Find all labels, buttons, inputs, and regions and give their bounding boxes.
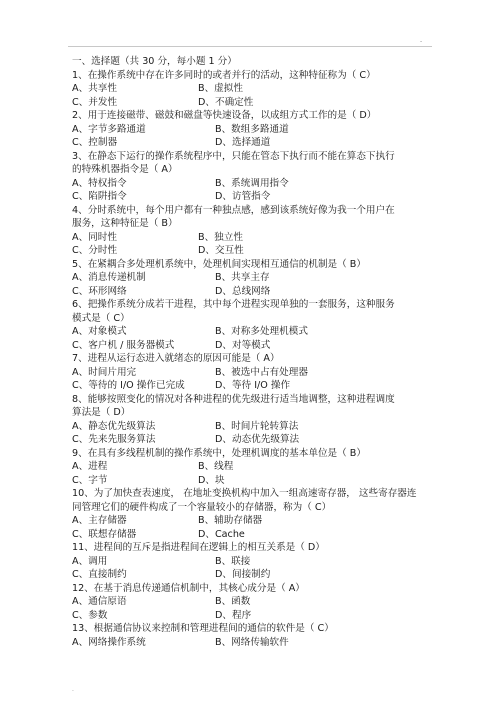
answer-option: A、字节多路通道 xyxy=(72,123,146,135)
question-text-line: 5、在紧耦合多处理机系统中，处理机间实现相互通信的机制是（ B） xyxy=(72,258,366,270)
question-7 xyxy=(72,352,432,393)
option-row xyxy=(72,609,432,623)
answer-option: C、并发性 xyxy=(72,96,118,108)
option-row xyxy=(72,460,432,474)
answer-option: B、辅助存储器 xyxy=(198,515,263,526)
answer-option: B、独立性 xyxy=(198,231,243,243)
answer-option: D、间接制约 xyxy=(215,569,271,580)
header-corner-mark: - xyxy=(420,38,423,45)
question-3 xyxy=(72,150,432,204)
option-row xyxy=(72,339,432,353)
question-text-line: 的特殊机器指令是（ A） xyxy=(72,164,178,175)
question-6 xyxy=(72,298,432,352)
option-row xyxy=(72,82,432,96)
question-8 xyxy=(72,393,432,447)
answer-option: D、等待 I/O 操作 xyxy=(215,380,291,391)
option-row xyxy=(72,420,432,434)
answer-option: B、共享主存 xyxy=(215,272,270,283)
option-row xyxy=(72,244,432,258)
option-row xyxy=(72,514,432,528)
option-row xyxy=(72,366,432,380)
question-2 xyxy=(72,109,432,150)
answer-option: D、总线网络 xyxy=(215,285,271,297)
option-row xyxy=(72,271,432,285)
answer-option: A、静态优先级算法 xyxy=(72,420,156,432)
answer-option: A、同时性 xyxy=(72,231,117,243)
question-4 xyxy=(72,204,432,258)
answer-option: B、函数 xyxy=(215,596,251,607)
question-text-line: 12、在基于消息传递通信机制中，其核心成分是（ A） xyxy=(72,582,305,594)
answer-option: A、特权指令 xyxy=(72,177,127,189)
option-row xyxy=(72,96,432,110)
document-body xyxy=(72,55,432,649)
option-row xyxy=(72,528,432,542)
answer-option: B、系统调用指令 xyxy=(215,177,289,189)
answer-option: A、对象模式 xyxy=(72,326,127,337)
answer-option: D、块 xyxy=(198,474,225,486)
answer-option: B、数组多路通道 xyxy=(215,123,289,135)
answer-option: C、直接制约 xyxy=(72,569,127,580)
question-text-line: 13、根据通信协议来控制和管理进程间的通信的软件是（ C） xyxy=(72,623,334,634)
answer-option: C、分时性 xyxy=(72,245,118,256)
answer-option: B、时间片轮转算法 xyxy=(215,420,299,432)
question-text-line: 9、在具有多线程机制的操作系统中，处理机调度的基本单位是（ B） xyxy=(72,447,366,459)
question-text-line: 模式是（ C） xyxy=(72,312,130,324)
footer-mark: . xyxy=(72,686,74,693)
option-row xyxy=(72,474,432,488)
answer-option: C、联想存储器 xyxy=(72,528,137,540)
answer-option: A、网络操作系统 xyxy=(72,636,146,648)
question-11 xyxy=(72,541,432,582)
answer-option: A、共享性 xyxy=(72,83,117,94)
answer-option: C、陷阱指令 xyxy=(72,191,127,202)
question-5 xyxy=(72,258,432,299)
option-row xyxy=(72,325,432,339)
option-row xyxy=(72,123,432,137)
answer-option: D、程序 xyxy=(215,609,252,621)
header-rule xyxy=(68,46,432,47)
option-row xyxy=(72,568,432,582)
answer-option: C、字节 xyxy=(72,474,108,486)
question-text-line: 算法是（ D） xyxy=(72,407,131,418)
answer-option: D、Cache xyxy=(198,528,245,540)
answer-option: B、联接 xyxy=(215,555,251,567)
section-title: 一、选择题（共 30 分，每小题 1 分） xyxy=(72,56,237,67)
option-row xyxy=(72,190,432,204)
question-text-line: 4、分时系统中，每个用户都有一种独点感，感到该系统好像为我一个用户在 xyxy=(72,204,395,216)
answer-option: B、线程 xyxy=(198,461,234,472)
answer-option: C、客户机 / 服务器模式 xyxy=(72,339,175,351)
option-row xyxy=(72,379,432,393)
question-13 xyxy=(72,622,432,649)
answer-option: D、不确定性 xyxy=(198,96,254,108)
question-1 xyxy=(72,69,432,110)
question-text-line: 3、在静态下运行的操作系统程序中，只能在管态下执行而不能在算态下执行 xyxy=(72,150,395,162)
option-row xyxy=(72,595,432,609)
question-text-line: 8、能够按照变化的情况对各种进程的优先级进行适当地调整，这种进程调度 xyxy=(72,393,395,405)
answer-option: A、消息传递机制 xyxy=(72,272,146,283)
option-row xyxy=(72,555,432,569)
question-text-line: 同管理它们的硬件构成了一个容量较小的存储器，称为（ C） xyxy=(72,501,332,513)
option-row xyxy=(72,231,432,245)
answer-option: A、进程 xyxy=(72,461,108,472)
question-9 xyxy=(72,447,432,488)
option-row xyxy=(72,285,432,299)
answer-option: A、调用 xyxy=(72,555,108,567)
option-row xyxy=(72,433,432,447)
answer-option: B、网络传输软件 xyxy=(215,636,289,648)
question-text-line: 服务，这种特征是（ B） xyxy=(72,218,178,229)
answer-option: B、对称多处理机模式 xyxy=(215,326,308,337)
answer-option: D、选择通道 xyxy=(215,137,271,148)
answer-option: D、动态优先级算法 xyxy=(215,434,300,445)
option-row xyxy=(72,136,432,150)
answer-option: B、虚拟性 xyxy=(198,83,243,94)
question-text-line: 10、为了加快查表速度， 在地址变换机构中加入一组高速寄存器， 这些寄存器连 xyxy=(72,488,417,499)
answer-option: A、时间片用完 xyxy=(72,366,137,378)
question-text-line: 11、进程间的互斥是指进程间在逻辑上的相互关系是（ D） xyxy=(72,542,325,553)
answer-option: C、先来先服务算法 xyxy=(72,434,156,445)
answer-option: D、交互性 xyxy=(198,245,244,256)
option-row xyxy=(72,177,432,191)
question-text-line: 6、把操作系统分成若干进程，其中每个进程实现单独的一套服务，这种服务 xyxy=(72,299,395,310)
question-10 xyxy=(72,487,432,541)
answer-option: C、参数 xyxy=(72,609,108,621)
answer-option: C、等待的 I/O 操作已完成 xyxy=(72,380,185,391)
answer-option: D、访管指令 xyxy=(215,191,271,202)
answer-option: D、对等模式 xyxy=(215,339,271,351)
answer-option: C、环形网络 xyxy=(72,285,127,297)
answer-option: B、被选中占有处理器 xyxy=(215,366,308,378)
answer-option: C、控制器 xyxy=(72,137,118,148)
question-12 xyxy=(72,582,432,623)
question-text-line: 2、用于连接磁带、磁鼓和磁盘等快速设备，以成组方式工作的是（ D） xyxy=(72,110,377,121)
answer-option: A、主存储器 xyxy=(72,515,127,526)
option-row xyxy=(72,636,432,650)
question-list xyxy=(72,69,432,650)
question-text-line: 1、在操作系统中存在许多同时的或者并行的活动，这种特征称为（ C） xyxy=(72,69,376,81)
answer-option: A、通信原语 xyxy=(72,596,127,607)
question-text-line: 7、进程从运行态进入就绪态的原因可能是（ A） xyxy=(72,353,280,364)
